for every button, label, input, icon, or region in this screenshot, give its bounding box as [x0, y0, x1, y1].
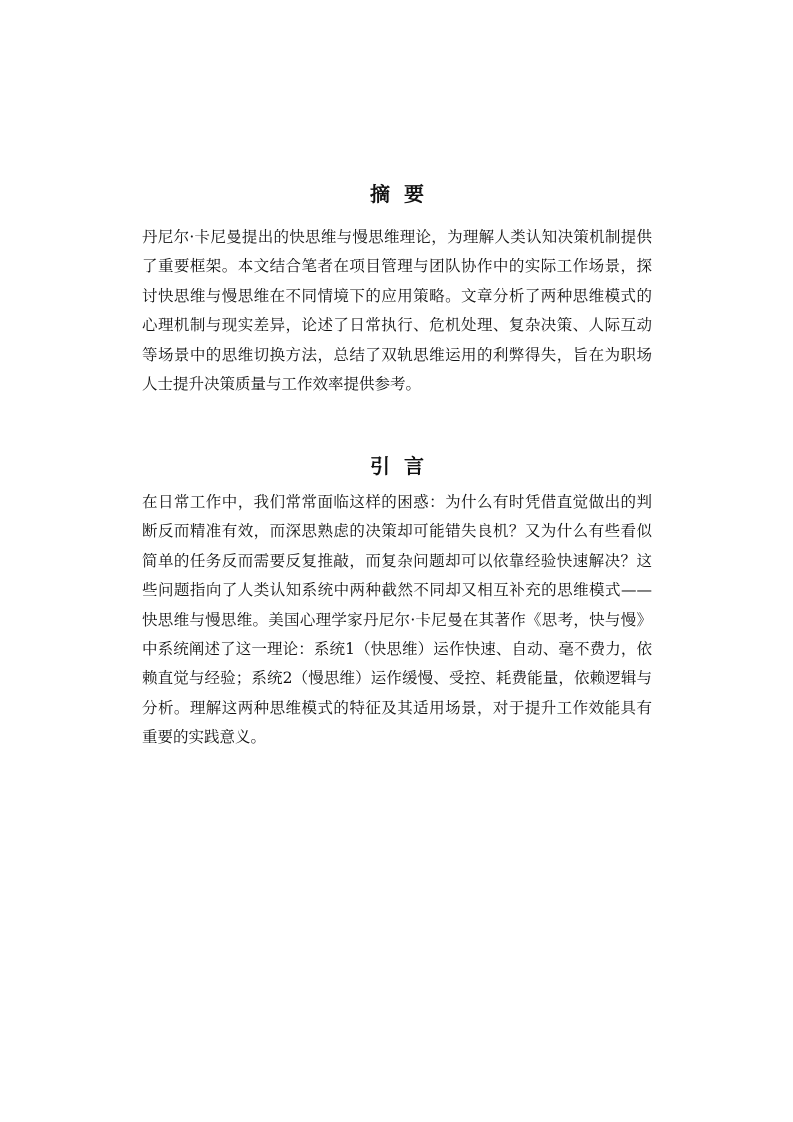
introduction-heading: 引言 [370, 454, 438, 478]
abstract-section [142, 180, 652, 399]
abstract-body: 丹尼尔·卡尼曼提出的快思维与慢思维理论，为理解人类认知决策机制提供了重要框架。本文结合笔者在项目管理与团队协作中的实际工作场景，探讨快思维与慢思维在不同情境下的应用策略。文章分析了两种思维模式的心理机制与现实差异，论述了日常执行、危机处理、复杂决策、人际互动等场景中的思维切换方法，总结了双轨思维运用的利弊得失，旨在为职场人士提升决策质量与工作效率提供参考。 [142, 228, 652, 394]
introduction-section [142, 452, 652, 753]
abstract-heading: 摘要 [370, 182, 438, 206]
introduction-body: 在日常工作中，我们常常面临这样的困惑：为什么有时凭借直觉做出的判断反而精准有效，而深思熟虑的决策却可能错失良机？又为什么有些看似简单的任务反而需要反复推敲，而复杂问题却可以依靠经验快速解决？这些问题指向了人类认知系统中两种截然不同却又相互补充的思维模式——快思维与慢思维。美国心理学家丹尼尔·卡尼曼在其著作《思考，快与慢》中系统阐述了这一理论：系统1（快思维）运作快速、自动、毫不费力，依赖直觉与经验；系统2（慢思维）运作缓慢、受控、耗费能量，依赖逻辑与分析。理解这两种思维模式的特征及其适用场景，对于提升工作效能具有重要的实践意义。 [142, 493, 652, 747]
